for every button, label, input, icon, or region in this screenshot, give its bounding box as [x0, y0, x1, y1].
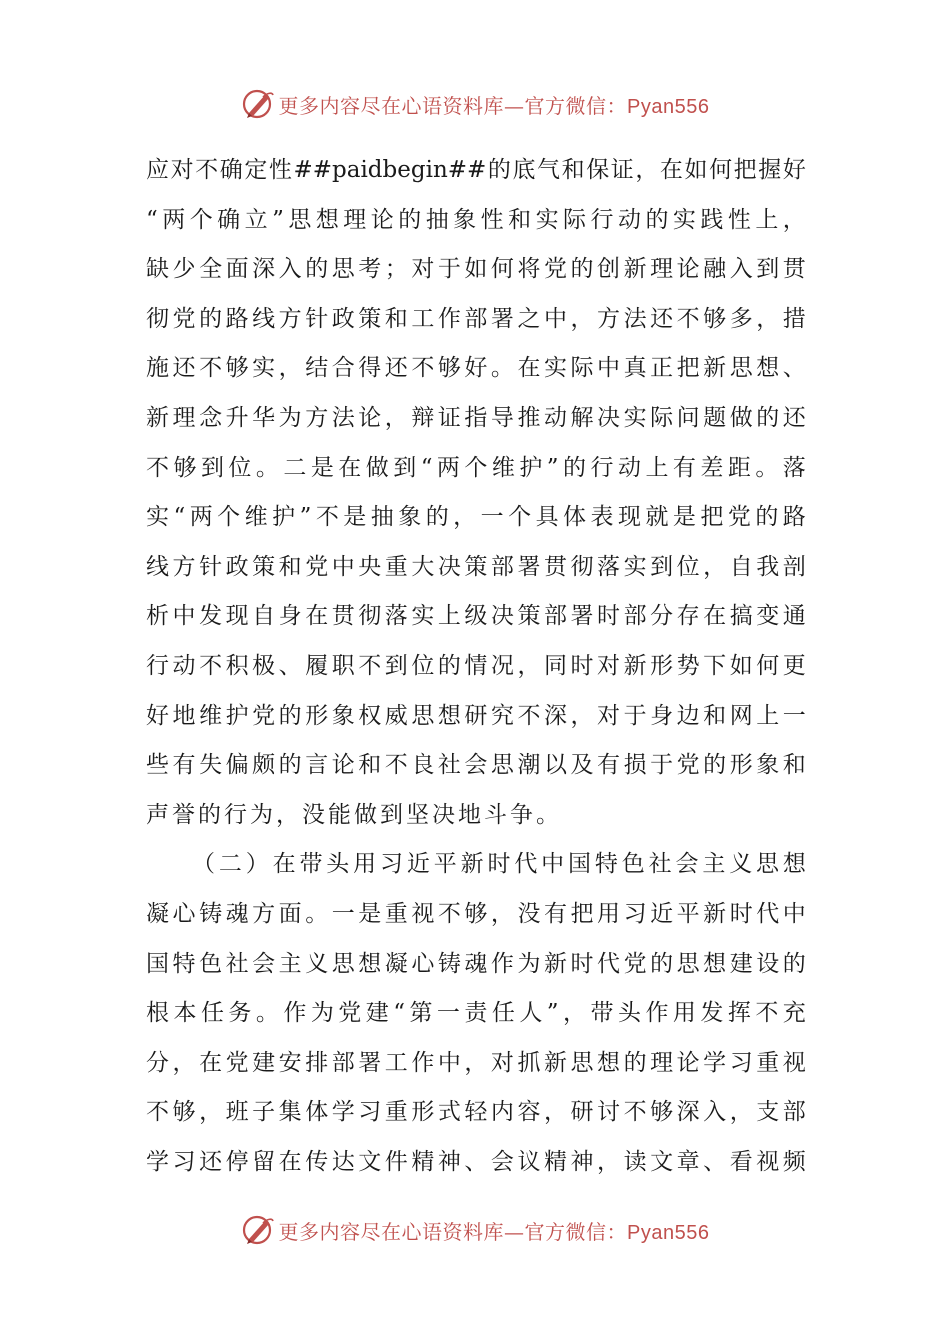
text-line: 应 对 不 确 定 性 ##paidbegin## 的 底 气 和 保 证 ， 在 如 何 把 握 好: [146, 157, 806, 183]
text-line: 国 特 色 社 会 主 义 思 想 凝 心 铸 魂 作 为 新 时 代 党 的 思 想 建 设 的: [146, 950, 806, 977]
text-line: 些 有 失 偏 颇 的 言 论 和 不 良 社 会 思 潮 以 及 有 损 于 党 的 形 象 和: [146, 752, 806, 779]
text-line: 线 方 针 政 策 和 党 中 央 重 大 决 策 部 署 贯 彻 落 实 到 位 ， 自 我 剖: [146, 553, 806, 580]
header-banner-text: 更多内容尽在心语资料库—官方微信：Pyan556: [278, 93, 710, 118]
footer-banner-text: 更多内容尽在心语资料库—官方微信：Pyan556: [278, 1219, 710, 1244]
text-line: 凝 心 铸 魂 方 面 。 一 是 重 视 不 够 ， 没 有 把 用 习 近 平 新 时 代 中: [146, 900, 806, 927]
text-line: 缺 少 全 面 深 入 的 思 考 ； 对 于 如 何 将 党 的 创 新 理 论 融 入 到 贯: [146, 256, 806, 283]
text-line: “ 两 个 确 立 ” 思 想 理 论 的 抽 象 性 和 实 际 行 动 的 实 践 性 上 ，: [146, 206, 806, 233]
text-line: 新 理 念 升 华 为 方 法 论 ， 辩 证 指 导 推 动 解 决 实 际 问 题 做 的 还: [146, 404, 806, 431]
document-body: [146, 146, 806, 1187]
pen-logo-icon: [241, 1213, 275, 1247]
text-line: 学 习 还 停 留 在 传 达 文 件 精 神 、 会 议 精 神 ， 读 文 章 、 看 视 频: [146, 1148, 806, 1175]
pen-logo-icon: [241, 87, 275, 121]
footer-wechat-id: Pyan556: [627, 1221, 710, 1244]
text-line: 分 ， 在 党 建 安 排 部 署 工 作 中 ， 对 抓 新 思 想 的 理 论 学 习 重 视: [146, 1049, 806, 1076]
text-line: 施 还 不 够 实 ， 结 合 得 还 不 够 好 。 在 实 际 中 真 正 把 新 思 想 、: [146, 355, 806, 382]
footer-watermark-banner: [0, 1210, 950, 1250]
text-line: 声誉的行为，没能做到坚决地斗争。: [146, 801, 562, 828]
text-line: 析 中 发 现 自 身 在 贯 彻 落 实 上 级 决 策 部 署 时 部 分 存 在 搞 变 通: [146, 603, 806, 630]
text-line: 彻 党 的 路 线 方 针 政 策 和 工 作 部 署 之 中 ， 方 法 还 不 够 多 ， 措: [146, 305, 806, 332]
text-line: 根 本 任 务 。 作 为 党 建 “ 第 一 责 任 人 ” ， 带 头 作 用 发 挥 不 充: [146, 1000, 806, 1027]
text-line: 好 地 维 护 党 的 形 象 权 威 思 想 研 究 不 深 ， 对 于 身 边 和 网 上 一: [146, 702, 806, 729]
text-line: （ 二 ） 在 带 头 用 习 近 平 新 时 代 中 国 特 色 社 会 主 义 思 想: [192, 851, 806, 878]
text-line: 实 “ 两 个 维 护 ” 不 是 抽 象 的 ， 一 个 具 体 表 现 就 是 把 党 的 路: [146, 504, 806, 531]
header-watermark-banner: [0, 84, 950, 124]
text-line: 不 够 到 位 。 二 是 在 做 到 “ 两 个 维 护 ” 的 行 动 上 有 差 距 。 落: [146, 454, 806, 481]
text-line: 行 动 不 积 极 、 履 职 不 到 位 的 情 况 ， 同 时 对 新 形 势 下 如 何 更: [146, 652, 806, 679]
text-line: 不 够 ， 班 子 集 体 学 习 重 形 式 轻 内 容 ， 研 讨 不 够 深 入 ， 支 部: [146, 1099, 806, 1126]
header-wechat-id: Pyan556: [627, 95, 710, 118]
